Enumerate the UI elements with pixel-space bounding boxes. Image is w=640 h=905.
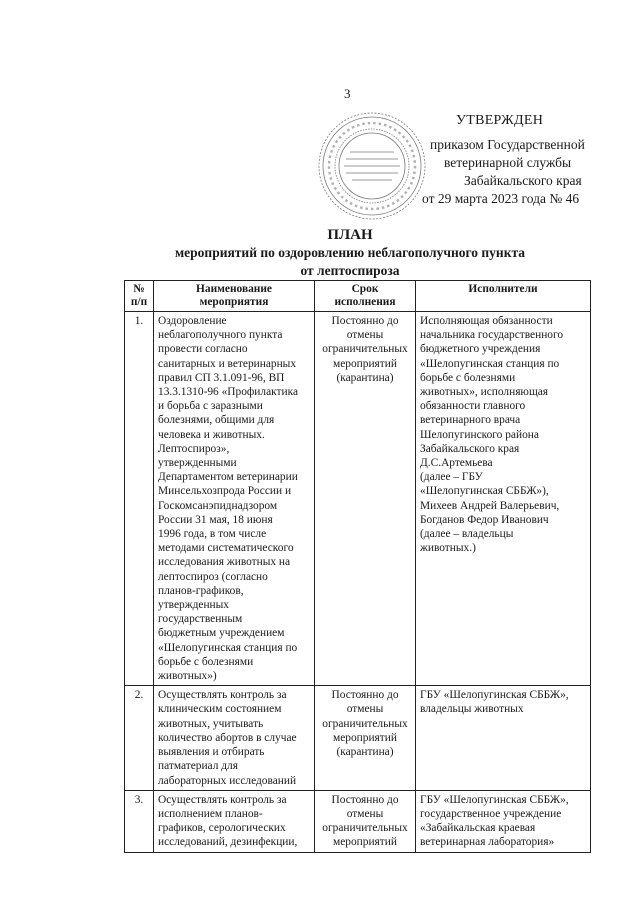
row-name: Осуществлять контроль за клиническим состоянием животных, учитывать количество абортов в случае выявления и отбирать патматериал для лабораторных исследований (154, 686, 315, 790)
approval-line: от 29 марта 2023 года № 46 (422, 191, 580, 206)
header-executors: Исполнители (416, 281, 591, 312)
approval-heading: УТВЕРЖДЕН (456, 113, 544, 128)
table-row (125, 686, 591, 790)
row-executors: Исполняющая обязанности начальника государственного бюджетного учреждения «Шелопугинская станция по борьбе с болезнями животных», исполняющая обязанности главного ветеринарного врача Шелопугинского района Забайкальского края Д.С.Артемьева (далее – ГБУ «Шелопугинская СББЖ»), Михеев Андрей Валерьевич, Богданов Федор Иванович (далее – владельцы животных.) (416, 312, 591, 686)
row-term: Постоянно до отмены ограничительных мероприятий (карантина) (315, 312, 416, 686)
row-num: 3. (125, 790, 154, 852)
row-name: Оздоровление неблагополучного пункта провести согласно санитарных и ветеринарных правил СП 3.1.091-96, ВП 13.3.1310-96 «Профилактика и борьба с заразными болезнями, общими для человека и животных. Лептоспироз», утвержденными Департаментом ветеринарии Минсельхозпрода России и Госкомсанэпиднадзором России 31 мая, 18 июня 1996 года, в том числе методами систематического исследования животных на лептоспироз (согласно планов-графиков, утвержденных государственным бюджетным учреждением «Шелопугинская станция по борьбе с болезнями животных») (154, 312, 315, 686)
approval-stamp-block (418, 112, 608, 208)
table-row (125, 790, 591, 852)
row-num: 2. (125, 686, 154, 790)
header-term: Срок исполнения (315, 281, 416, 312)
row-executors: ГБУ «Шелопугинская СББЖ», владельцы животных (416, 686, 591, 790)
title-plan: ПЛАН (327, 227, 373, 243)
document-title (120, 226, 580, 280)
header-name: Наименование мероприятия (154, 281, 315, 312)
page-number: 3 (344, 86, 351, 101)
row-term: Постоянно до отмены ограничительных мероприятий (315, 790, 416, 852)
approval-line: Забайкальского края (464, 173, 582, 188)
table-header-row (125, 281, 591, 312)
title-subtitle-2: от лептоспироза (300, 263, 400, 278)
official-seal-stamp (316, 110, 428, 222)
row-executors: ГБУ «Шелопугинская СББЖ», государственное учреждение «Забайкальская краевая ветеринарная лаборатория» (416, 790, 591, 852)
row-num: 1. (125, 312, 154, 686)
approval-line: ветеринарной службы (444, 155, 572, 170)
table-row (125, 312, 591, 686)
row-term: Постоянно до отмены ограничительных мероприятий (карантина) (315, 686, 416, 790)
plan-table (124, 280, 591, 853)
row-name: Осуществлять контроль за исполнением планов- графиков, серологических исследований, дезинфекции, (154, 790, 315, 852)
title-subtitle: мероприятий по оздоровлению неблагополучного пункта (174, 245, 526, 260)
header-num: № п/п (125, 281, 154, 312)
approval-line: приказом Государственной (430, 137, 585, 152)
